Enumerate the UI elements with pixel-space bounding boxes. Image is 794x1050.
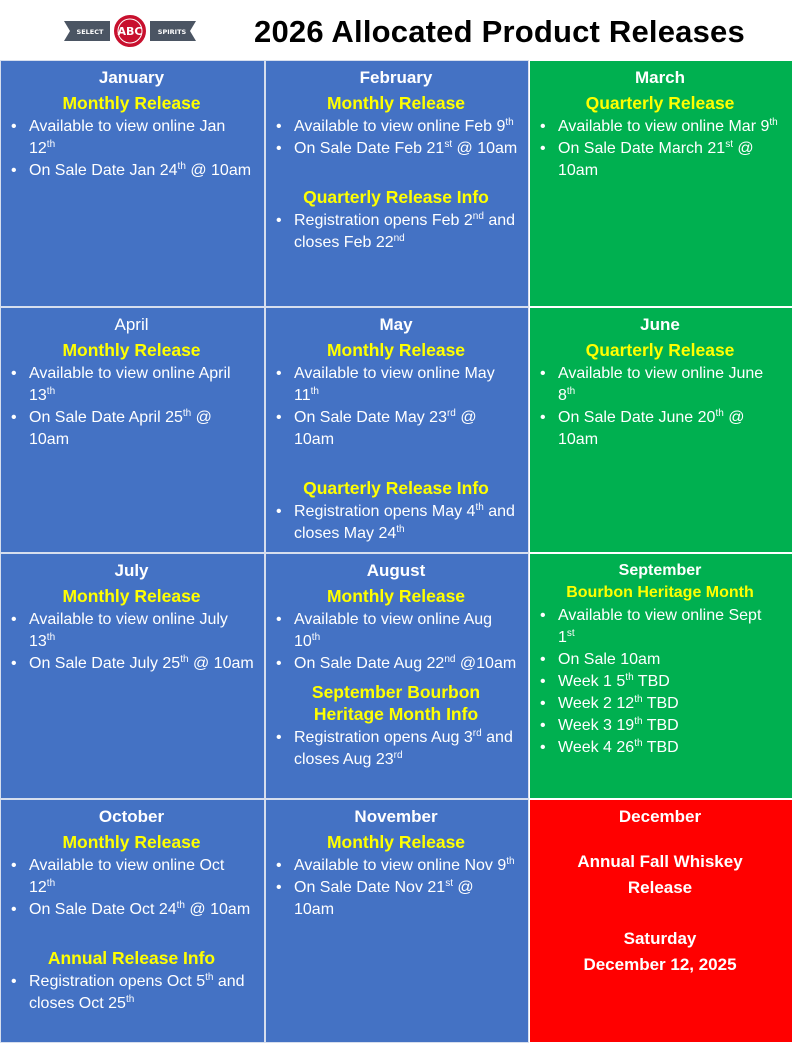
release-type: Bourbon Heritage Month: [566, 584, 754, 601]
release-details: [9, 609, 254, 675]
registration-details: [274, 210, 518, 254]
list-item: • Available to view online June 8th: [538, 363, 782, 407]
release-type: Monthly Release: [326, 340, 466, 360]
release-calendar-grid: [0, 60, 793, 1043]
month-cell-august: [265, 553, 529, 799]
logo-right-text: SPIRITS: [157, 28, 187, 36]
info-title: September Bourbon Heritage Month Info: [311, 682, 481, 724]
month-name: February: [359, 68, 433, 87]
month-cell-june: [529, 307, 793, 553]
release-details: [274, 116, 518, 160]
registration-details: [274, 727, 518, 771]
list-item: • On Sale Date April 25th @ 10am: [9, 407, 254, 451]
month-cell-december: [529, 799, 793, 1043]
list-item: • Registration opens Feb 2nd and closes Feb 22nd: [274, 210, 518, 254]
month-cell-october: [0, 799, 265, 1043]
release-type: Quarterly Release: [585, 340, 735, 360]
registration-details: [274, 501, 518, 545]
list-item: • Available to view online April 13th: [9, 363, 254, 407]
list-item: • On Sale Date Jan 24th @ 10am: [9, 160, 254, 182]
list-item: • Available to view online Aug 10th: [274, 609, 518, 653]
month-name: December: [618, 807, 702, 826]
list-item: • Week 1 5th TBD: [538, 671, 782, 693]
list-item: • Available to view online July 13th: [9, 609, 254, 653]
list-item: • Available to view online Feb 9th: [274, 116, 518, 138]
annual-release-subtitle: Release: [627, 878, 693, 897]
registration-details: [9, 971, 254, 1015]
release-details: [538, 116, 782, 182]
month-name: July: [114, 561, 149, 580]
release-details: [538, 605, 782, 759]
list-item: • Available to view online May 11th: [274, 363, 518, 407]
list-item: • Available to view online Nov 9th: [274, 855, 518, 877]
month-cell-may: [265, 307, 529, 553]
month-cell-april: [0, 307, 265, 553]
release-type: Monthly Release: [62, 586, 201, 606]
month-name: January: [98, 68, 165, 87]
release-details: [9, 363, 254, 451]
list-item: • Registration opens Aug 3rd and closes Aug 23rd: [274, 727, 518, 771]
list-item: • Available to view online Jan 12th: [9, 116, 254, 160]
release-details: [274, 363, 518, 451]
list-item: • Registration opens Oct 5th and closes Oct 25th: [9, 971, 254, 1015]
list-item: • Week 4 26th TBD: [538, 737, 782, 759]
list-item: • On Sale Date Feb 21st @ 10am: [274, 138, 518, 160]
release-type: Monthly Release: [62, 340, 201, 360]
list-item: • Available to view online Mar 9th: [538, 116, 782, 138]
release-type: Monthly Release: [326, 832, 466, 852]
month-name: April: [114, 315, 149, 334]
info-title: Quarterly Release Info: [303, 478, 489, 498]
page-title: 2026 Allocated Product Releases: [254, 14, 745, 49]
annual-release-title: Annual Fall Whiskey: [577, 852, 743, 871]
month-name: June: [640, 315, 680, 334]
release-type: Monthly Release: [326, 93, 466, 113]
list-item: • Week 2 12th TBD: [538, 693, 782, 715]
month-name: August: [366, 561, 426, 580]
release-details: [274, 855, 518, 921]
month-name: September: [618, 562, 702, 579]
list-item: • Week 3 19th TBD: [538, 715, 782, 737]
release-details: [9, 855, 254, 921]
list-item: • On Sale Date June 20th @ 10am: [538, 407, 782, 451]
month-cell-september: [529, 553, 793, 799]
release-details: [538, 363, 782, 451]
month-cell-july: [0, 553, 265, 799]
month-cell-january: [0, 60, 265, 307]
release-details: [9, 116, 254, 182]
logo-center-text: ABC: [117, 25, 143, 38]
select-abc-spirits-logo: [62, 13, 198, 49]
list-item: • Available to view online Sept 1st: [538, 605, 782, 649]
month-name: March: [634, 68, 686, 87]
month-name: May: [379, 315, 413, 334]
release-type: Monthly Release: [62, 93, 201, 113]
release-type: Monthly Release: [326, 586, 466, 606]
release-weekday: Saturday: [623, 929, 697, 948]
list-item: • On Sale Date July 25th @ 10am: [9, 653, 254, 675]
list-item: • On Sale Date March 21st @ 10am: [538, 138, 782, 182]
info-title: Annual Release Info: [47, 948, 216, 968]
list-item: • Registration opens May 4th and closes May 24th: [274, 501, 518, 545]
month-cell-march: [529, 60, 793, 307]
logo-left-text: SELECT: [76, 28, 104, 36]
month-cell-november: [265, 799, 529, 1043]
info-title: Quarterly Release Info: [303, 187, 489, 207]
list-item: • On Sale Date Oct 24th @ 10am: [9, 899, 254, 921]
list-item: • Available to view online Oct 12th: [9, 855, 254, 899]
page-header: [0, 0, 794, 60]
list-item: • On Sale Date Nov 21st @ 10am: [274, 877, 518, 921]
release-date: December 12, 2025: [583, 955, 737, 974]
month-cell-february: [265, 60, 529, 307]
release-details: [274, 609, 518, 675]
list-item: • On Sale Date May 23rd @ 10am: [274, 407, 518, 451]
list-item: • On Sale Date Aug 22nd @10am: [274, 653, 518, 675]
month-name: October: [98, 807, 165, 826]
release-type: Quarterly Release: [585, 93, 735, 113]
release-type: Monthly Release: [62, 832, 201, 852]
month-name: November: [354, 807, 438, 826]
list-item: • On Sale 10am: [538, 649, 782, 671]
